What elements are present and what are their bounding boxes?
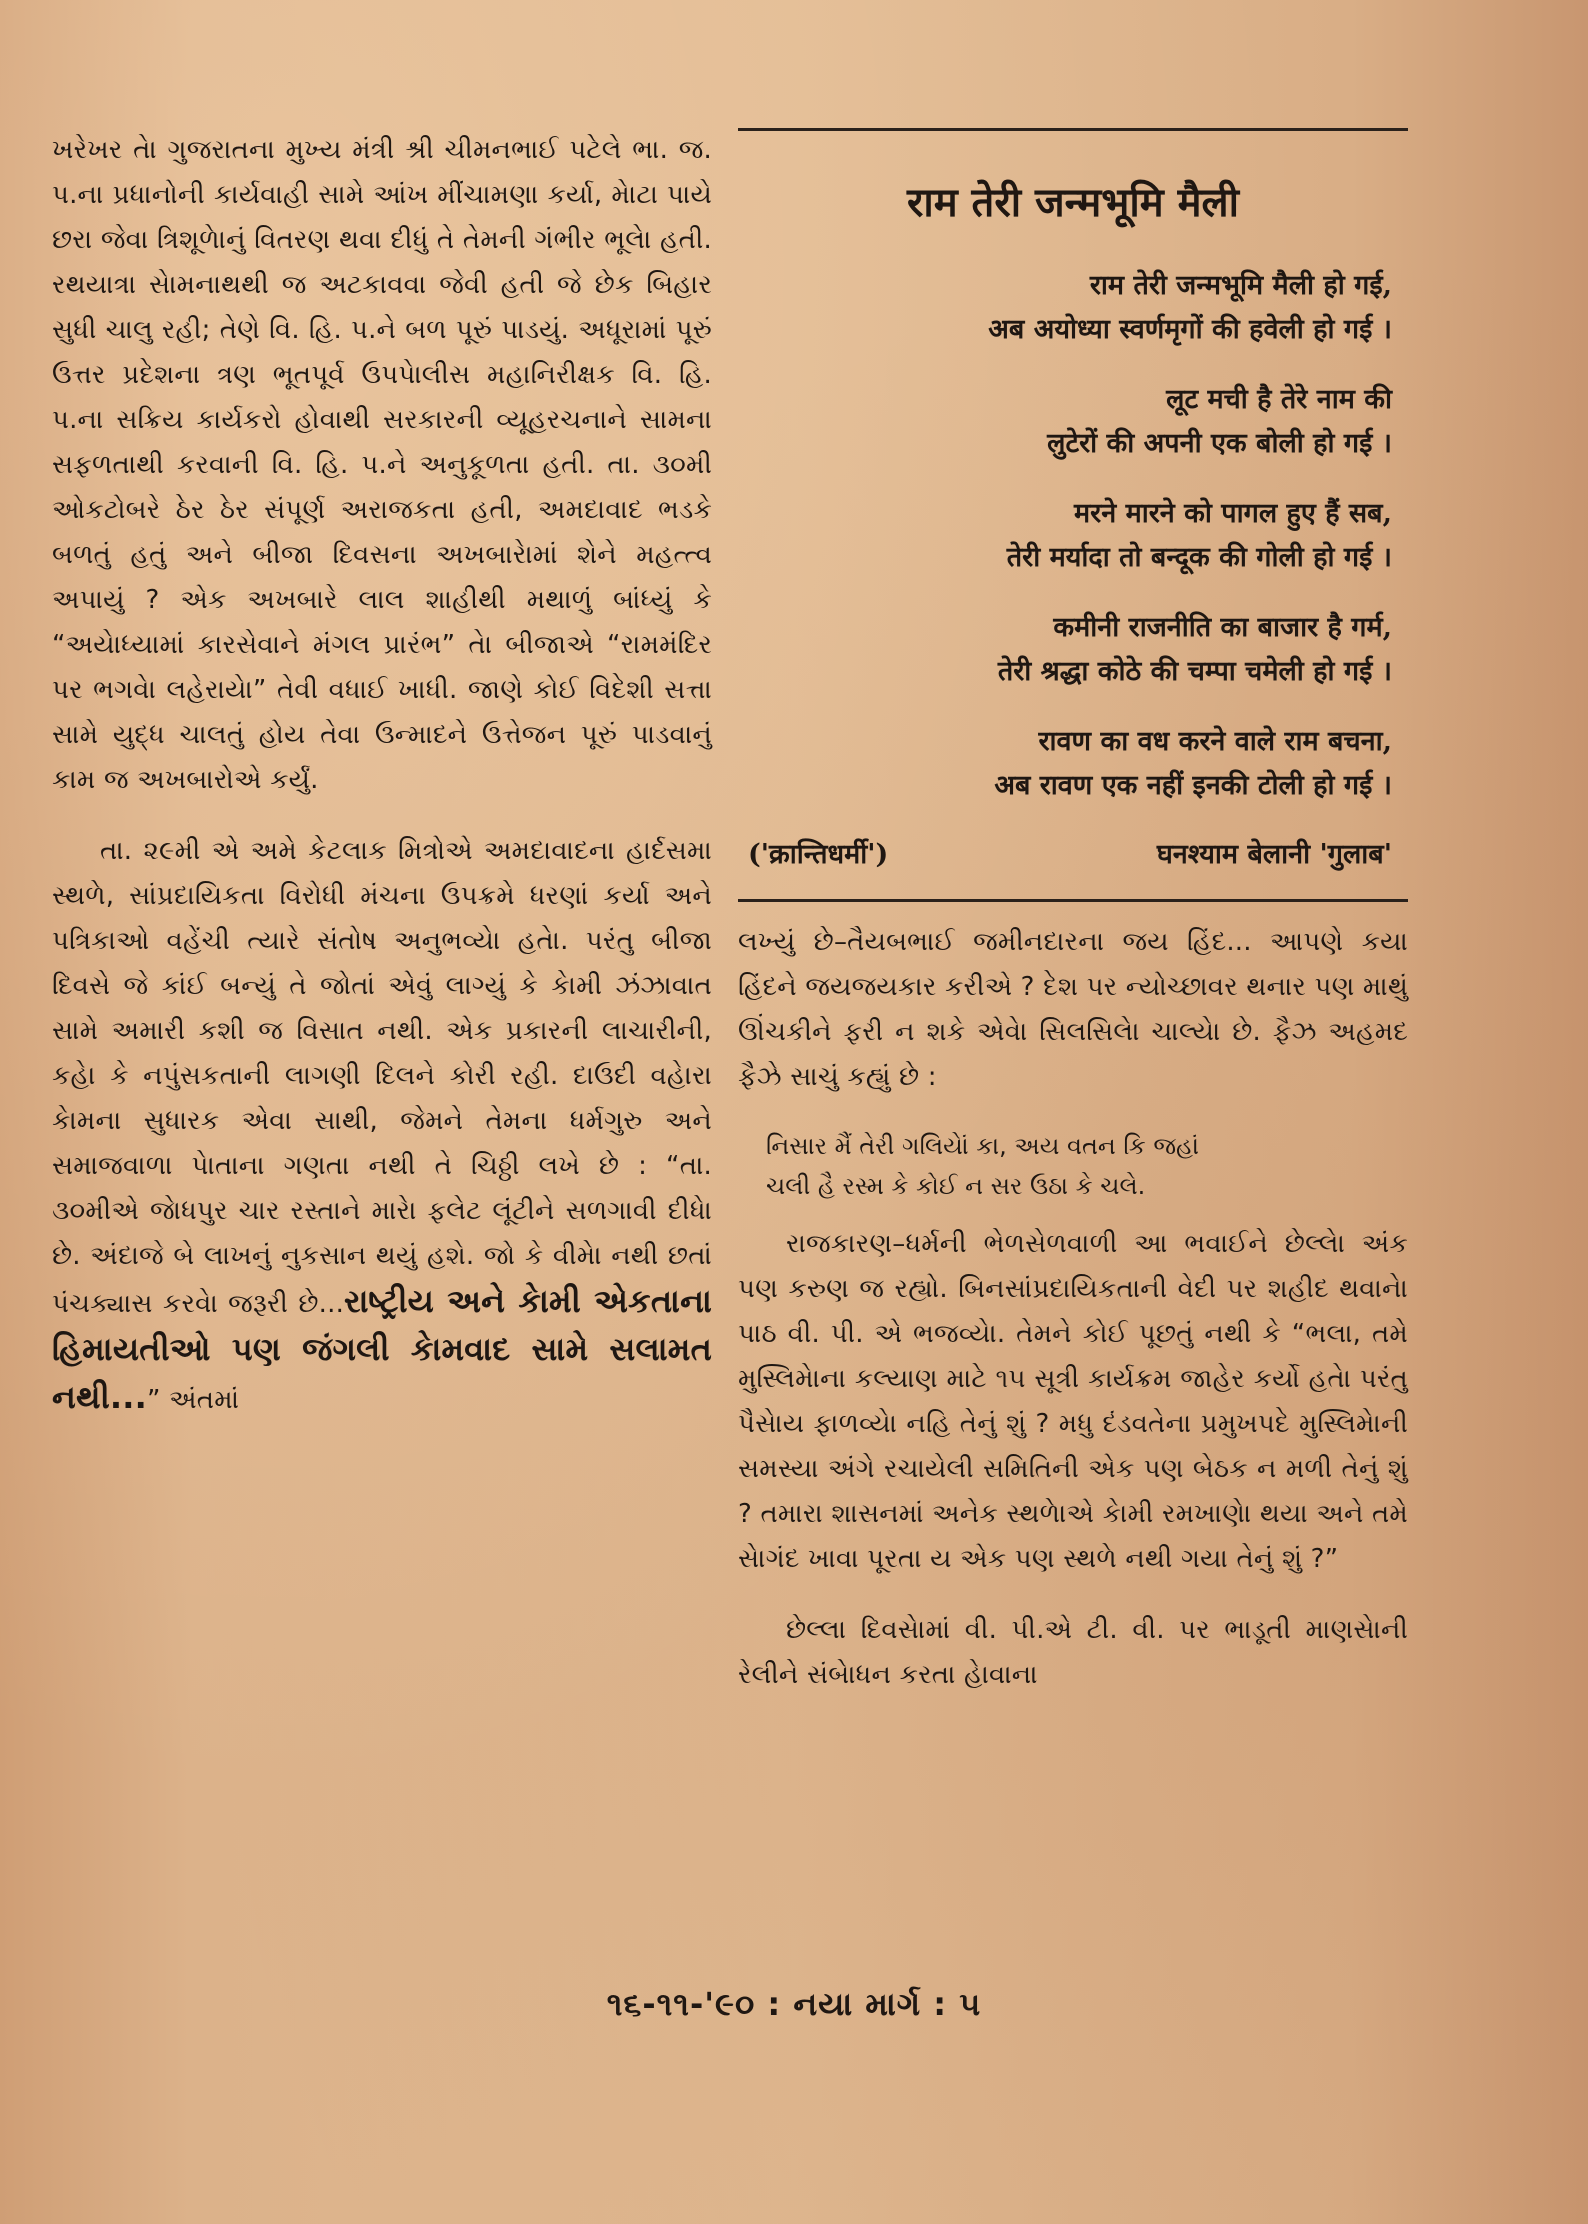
faiz-quote xyxy=(738,1126,1408,1206)
left-paragraph-2 xyxy=(52,829,712,1423)
left-column xyxy=(52,128,712,1449)
quote-line-2: ચલી હૈ રસ્મ કે કોઈ ન સર ઉઠા કે ચલે. xyxy=(766,1172,1146,1200)
poem-bottom-rule xyxy=(738,899,1408,902)
poem-stanza xyxy=(748,264,1398,352)
right-paragraph-1: લખ્યું છે–તૈયબભાઈ જમીનદારના જય હિંદ... આપણે કયા હિંદને જયજયકાર કરીએ ? દેશ પર ન્યોચ્છાવર થનાર પણ માથું ઊંચકીને ફરી ન શકે એવેા સિલસિલેા ચાલ્યેા છે. ફૈઝ અહમદ ફૈઝે સાચું કહ્યું છે : xyxy=(738,927,1408,1092)
poem-line: तेरी श्रद्धा कोठे की चम्पा चमेली हो गई । xyxy=(997,656,1392,687)
poem-attribution xyxy=(748,834,1398,871)
poem-stanza xyxy=(748,492,1398,580)
poem-line: कमीनी राजनीति का बाजार है गर्म, xyxy=(1053,612,1392,643)
left-paragraph-2-bold: રાષ્ટ્રીય અને કેામી એકતાના હિમાયતીઓ પણ જંગલી કેામવાદ સામે સલામત નથી... xyxy=(52,1282,712,1416)
left-paragraph-1: ખરેખર તેા ગુજરાતના મુખ્ય મંત્રી શ્રી ચીમનભાઈ પટેલે ભા. જ. પ.ના પ્રધાનોની કાર્યવાહી સામે આંખ મીંચામણા કર્યા, મેાટા પાયે છરા જેવા ત્રિશૂળેાનું વિતરણ થવા દીધું તે તેમની ગંભીર ભૂલેા હતી. રથયાત્રા સેામનાથથી જ અટકાવવા જેવી હતી જે છેક બિહાર સુધી ચાલુ રહી; તેણે વિ. હિ. પ.ને બળ પૂરું પાડયું. અધૂરામાં પૂરું ઉત્તર પ્રદેશના ત્રણ ભૂતપૂર્વ ઉપપેાલીસ મહાનિરીક્ષક વિ. હિ. પ.ના સક્રિય કાર્યકરો હોવાથી સરકારની વ્યૂહરચનાને સામના સફળતાથી કરવાની વિ. હિ. પ.ને અનુકૂળતા હતી. તા. ૩૦મી ઓકટોબરે ઠેર ઠેર સંપૂર્ણ અરાજકતા હતી, અમદાવાદ ભડકે બળતું હતું અને બીજા દિવસના અખબારેામાં શેને મહત્ત્વ અપાયું ? એક અખબારે લાલ શાહીથી મથાળું બાંધ્યું કે “અયેાધ્યામાં કારસેવાને મંગલ પ્રારંભ” તેા બીજાએ “રામમંદિર પર ભગવેા લહેરાયેા” તેવી વધાઈ ખાધી. જાણે કોઈ વિદેશી સત્તા સામે યુદ્ધ ચાલતું હોય તેવા ઉન્માદને ઉત્તેજન પૂરું પાડવાનું કામ જ અખબારોએ કર્યું. xyxy=(52,135,712,795)
poem-line: अब अयोध्या स्वर्णमृगों की हवेली हो गई । xyxy=(988,314,1392,345)
left-paragraph-2-text: તા. ૨૯મી એ અમે કેટલાક મિત્રોએ અમદાવાદના હાર્દસમા સ્થળે, સાંપ્રદાયિકતા વિરોધી મંચના ઉપક્રમે ધરણાં કર્યા અને પત્રિકાઓ વહેંચી ત્યારે સંતોષ અનુભવ્યેા હતેા. પરંતુ બીજા દિવસે જે કાંઈ બન્યું તે જોતાં એવું લાગ્યું કે કેામી ઝંઝાવાત સામે અમારી કશી જ વિસાત નથી. એક પ્રકારની લાચારીની, કહેા કે નપુંસકતાની લાગણી દિલને કોરી રહી. દાઉદી વહેારા કેામના સુધારક એવા સાથી, જેમને તેમના ધર્મગુરુ અને સમાજવાળા પેાતાના ગણતા નથી તે ચિઠ્ઠી લખે છે : “તા. ૩૦મીએ જેાધપુર ચાર રસ્તાને મારેા ફલેટ લૂંટીને સળગાવી દીધેા છે. અંદાજે બે લાખનું નુકસાન થયું હશે. જો કે વીમેા નથી છતાં પંચક્યાસ કરવેા જરૂરી છે... xyxy=(52,836,712,1319)
poem-source: ('क्रान्तिधर्मी') xyxy=(748,839,889,870)
right-paragraph-3: છેલ્લા દિવસેામાં વી. પી.એ ટી. વી. પર ભાડૂતી માણસેાની રેલીને સંબેાધન કરતા હેાવાના xyxy=(738,1615,1408,1690)
poem-line: अब रावण एक नहीं इनकी टोली हो गई । xyxy=(994,770,1392,801)
poem-line: मरने मारने को पागल हुए हैं सब, xyxy=(1074,498,1392,529)
right-paragraph-2: રાજકારણ–ધર્મની ભેળસેળવાળી આ ભવાઈને છેલ્લેા અંક પણ કરુણ જ રહ્યો. બિનસાંપ્રદાયિકતાની વેદી પર શહીદ થવાનેા પાઠ વી. પી. એ ભજવ્યેા. તેમને કોઈ પૂછતું નથી કે “ભલા, તમે મુસ્લિમેાના કલ્યાણ માટે ૧૫ સૂત્રી કાર્યક્રમ જાહેર કર્યો હતેા પરંતુ પૈસેાય ફાળવ્યેા નહિ તેનું શું ? મધુ દંડવતેના પ્રમુખપદે મુસ્લિમેાની સમસ્યા અંગે રચાયેલી સમિતિની એક પણ બેઠક ન મળી તેનું શું ? તમારા શાસનમાં અનેક સ્થળેાએ કેામી રમખાણેા થયા અને તમે સેાગંદ ખાવા પૂરતા ય એક પણ સ્થળે નથી ગયા તેનું શું ?” xyxy=(738,1229,1408,1574)
poem-line: लूट मची है तेरे नाम की xyxy=(1166,384,1392,415)
poem-line: तेरी मर्यादा तो बन्दूक की गोली हो गई । xyxy=(1006,542,1392,573)
poem-line: राम तेरी जन्मभूमि मैली हो गई, xyxy=(1089,270,1392,301)
left-paragraph-2-end: ” અંતમાં xyxy=(147,1385,240,1415)
page-footer: ૧૬-૧૧-'૯૦ : નયા માર્ગ : ૫ xyxy=(606,1985,982,2023)
poem-line: लुटेरों की अपनी एक बोली हो गई । xyxy=(1047,428,1392,459)
poem-line: रावण का वध करने वाले राम बचना, xyxy=(1038,726,1392,757)
quote-line-1: નિસાર મૈં તેરી ગલિયેાં કા, અય વતન કિ જહાં xyxy=(766,1132,1200,1160)
poem-box xyxy=(738,131,1408,871)
poem-stanza xyxy=(748,606,1398,694)
right-column xyxy=(738,128,1408,1724)
poem-stanza xyxy=(748,720,1398,808)
poem-title: राम तेरी जन्मभूमि मैली xyxy=(906,179,1240,226)
poem-author: घनश्याम बेलानी 'गुलाब' xyxy=(1156,839,1392,870)
poem-stanza xyxy=(748,378,1398,466)
